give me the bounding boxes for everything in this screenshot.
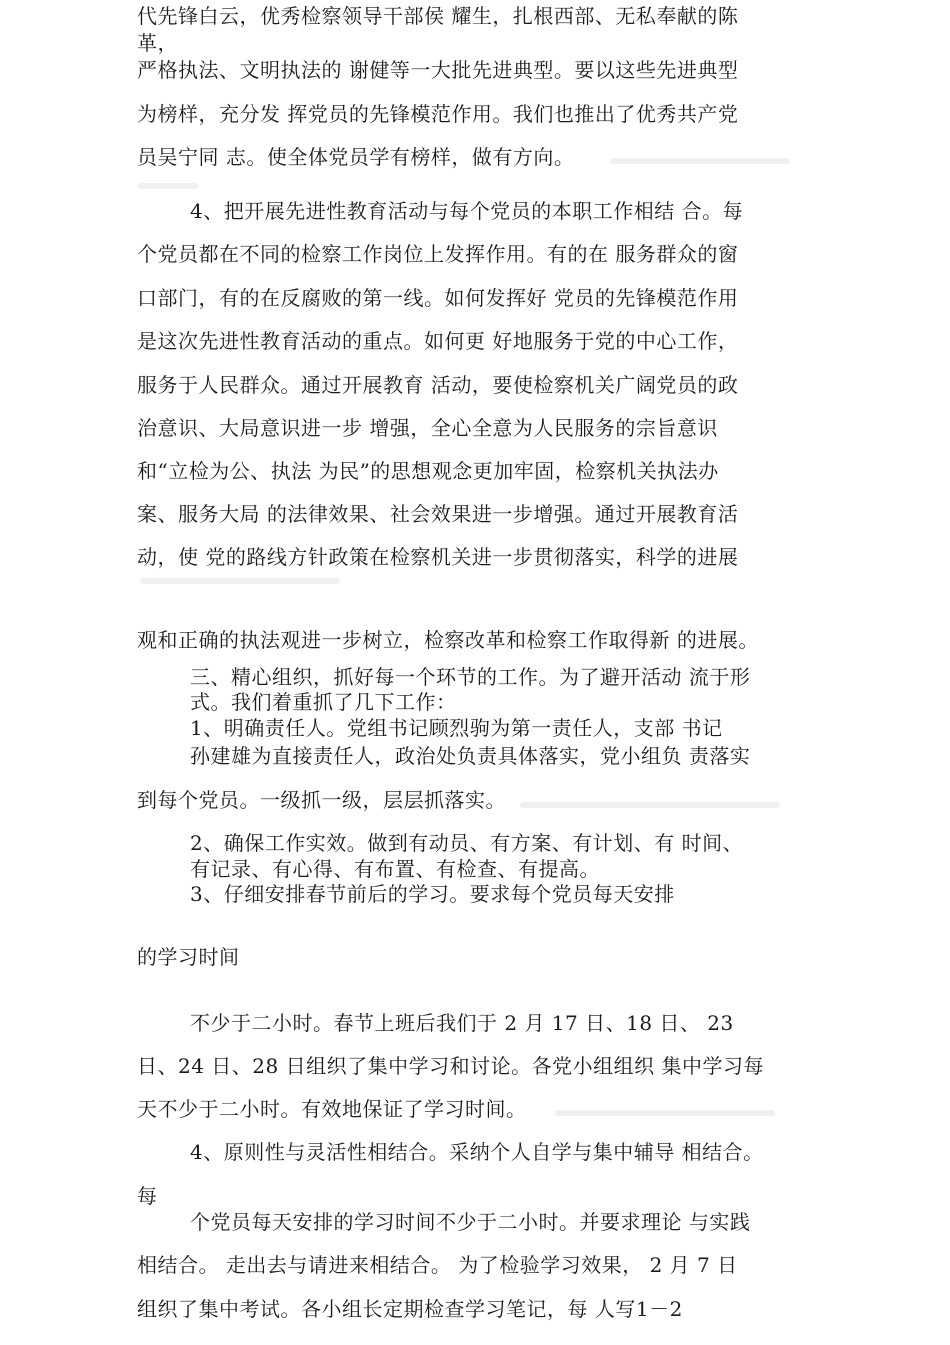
text-line-32: 组织了集中考试。各小组长定期检查学习笔记，每 人写1－2 — [137, 1297, 683, 1321]
text-line-30: 个党员每天安排的学习时间不少于二小时。并要求理论 与实践 — [190, 1210, 751, 1234]
text-line-4: 为榜样，充分发 挥党员的先锋模范作用。我们也推出了优秀共产党 — [137, 102, 739, 126]
text-line-2: 革， — [137, 31, 178, 55]
text-line-31: 相结合。 走出去与请进来相结合。 为了检验学习效果， 2 月 7 日 — [137, 1253, 738, 1277]
text-line-27: 天不少于二小时。有效地保证了学习时间。 — [137, 1097, 527, 1121]
text-line-18: 1、明确责任人。党组书记顾烈驹为第一责任人，支部 书记 — [190, 716, 723, 740]
scan-smudge — [610, 158, 790, 164]
text-line-5: 员吴宁同 志。使全体党员学有榜样，做有方向。 — [137, 145, 575, 169]
text-line-22: 有记录、有心得、有布置、有检查、有提高。 — [190, 857, 600, 881]
text-line-12: 和“立检为公、执法 为民”的思想观念更加牢固，检察机关执法办 — [137, 459, 719, 483]
text-line-9: 是这次先进性教育活动的重点。如何更 好地服务于党的中心工作， — [137, 329, 739, 353]
text-line-8: 口部门，有的在反腐败的第一线。如何发挥好 党员的先锋模范作用 — [137, 286, 739, 310]
text-line-16: 三、精心组织，抓好每一个环节的工作。为了避开活动 流于形 — [190, 665, 751, 689]
text-line-6: 4、把开展先进性教育活动与每个党员的本职工作相结 合。每 — [190, 199, 744, 223]
text-line-24: 的学习时间 — [137, 945, 240, 969]
text-line-15: 观和正确的执法观进一步树立，检察改革和检察工作取得新 的进展。 — [137, 628, 759, 652]
text-line-14: 动，使 党的路线方针政策在检察机关进一步贯彻落实，科学的进展 — [137, 545, 739, 569]
scan-smudge — [138, 183, 198, 189]
text-line-28: 4、原则性与灵活性相结合。采纳个人自学与集中辅导 相结合。 — [190, 1140, 764, 1164]
text-line-13: 案、服务大局 的法律效果、社会效果进一步增强。通过开展教育活 — [137, 502, 739, 526]
text-line-19: 孙建雄为直接责任人，政治处负责具体落实，党小组负 责落实 — [190, 744, 751, 768]
text-line-25: 不少于二小时。春节上班后我们于 2 月 17 日、18 日、 23 — [190, 1011, 734, 1035]
text-line-11: 治意识、大局意识进一步 增强，全心全意为人民服务的宗旨意识 — [137, 416, 718, 440]
text-line-23: 3、仔细安排春节前后的学习。要求每个党员每天安排 — [190, 882, 675, 906]
text-line-29: 每 — [137, 1184, 158, 1208]
scan-smudge — [555, 1110, 775, 1116]
text-line-21: 2、确保工作实效。做到有动员、有方案、有计划、有 时间、 — [190, 831, 744, 855]
text-line-20: 到每个党员。一级抓一级，层层抓落实。 — [137, 788, 506, 812]
text-line-1: 代先锋白云，优秀检察领导干部侯 耀生，扎根西部、无私奉献的陈 — [137, 4, 739, 28]
text-line-3: 严格执法、文明执法的 谢健等一大批先进典型。要以这些先进典型 — [137, 58, 739, 82]
scan-smudge — [520, 802, 780, 808]
text-line-7: 个党员都在不同的检察工作岗位上发挥作用。有的在 服务群众的窗 — [137, 242, 739, 266]
text-line-17: 式。我们着重抓了几下工作： — [190, 690, 457, 714]
text-line-10: 服务于人民群众。通过开展教育 活动，要使检察机关广阔党员的政 — [137, 373, 739, 397]
text-line-26: 日、24 日、28 日组织了集中学习和讨论。各党小组组织 集中学习每 — [137, 1054, 764, 1078]
scan-smudge — [140, 578, 340, 584]
